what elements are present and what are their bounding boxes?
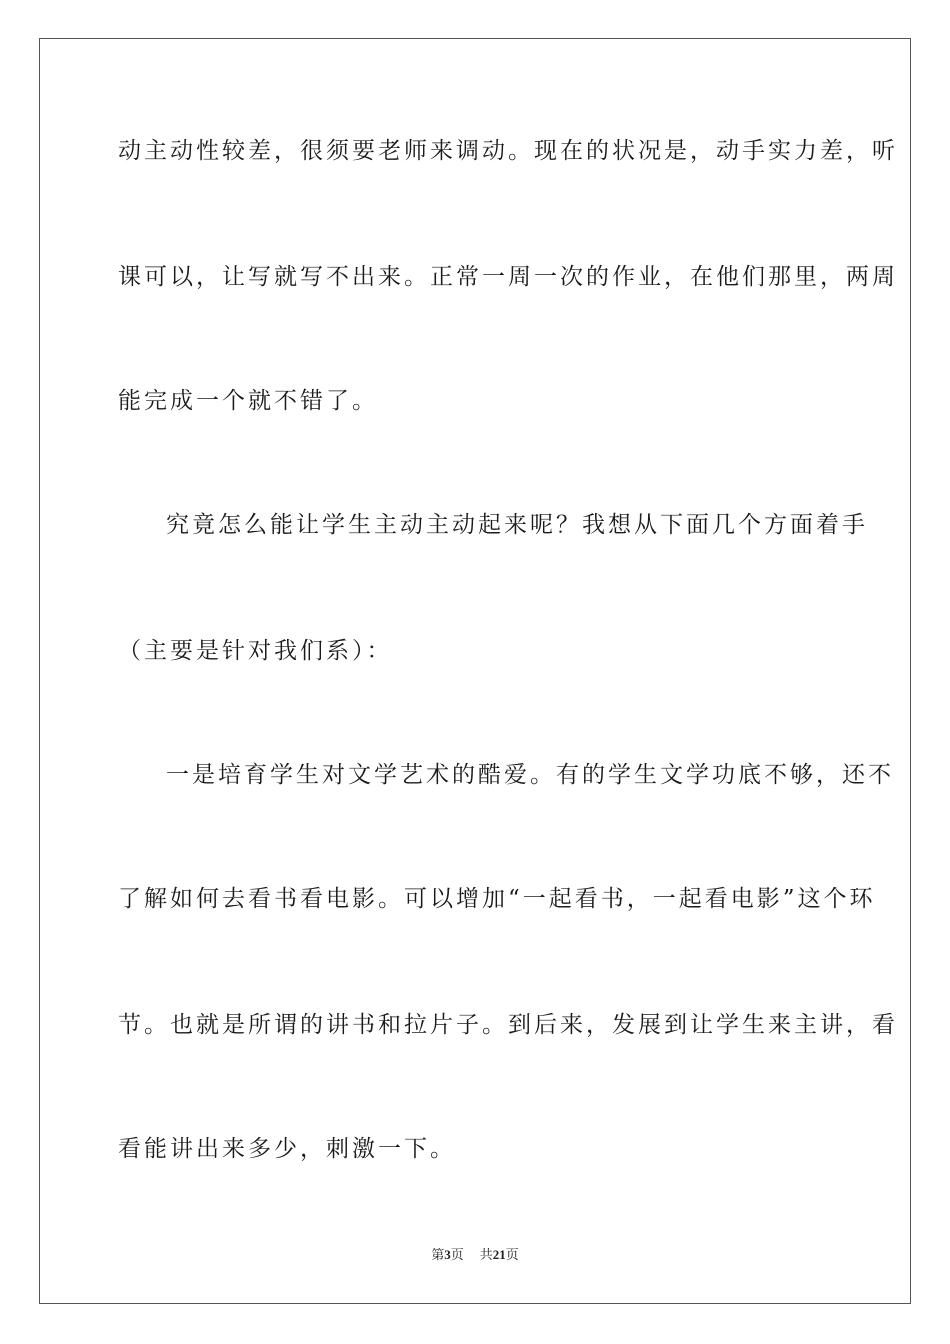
paragraph-line: 课可以，让写就写不出来。正常一周一次的作业，在他们那里，两周	[118, 264, 898, 290]
total-pages-prefix: 共	[479, 1247, 493, 1262]
paragraph-line: 看能讲出来多少，刺激一下。	[118, 1136, 456, 1162]
paragraph-line: 究竟怎么能让学生主动主动起来呢？我想从下面几个方面着手	[166, 512, 868, 538]
total-pages: 21	[492, 1247, 506, 1262]
page-number: 3	[444, 1247, 451, 1262]
page-number-suffix: 页	[450, 1247, 464, 1262]
paragraph-line: 了解如何去看书看电影。可以增加“一起看书，一起看电影”这个环	[118, 886, 876, 912]
paragraph-line: 能完成一个就不错了。	[118, 388, 378, 414]
paragraph-line: （主要是针对我们系）：	[118, 638, 393, 664]
paragraph-line: 动主动性较差，很须要老师来调动。现在的状况是，动手实力差，听	[118, 138, 898, 164]
page-number-prefix: 第	[431, 1247, 445, 1262]
page-footer	[0, 1246, 950, 1264]
total-pages-suffix: 页	[505, 1247, 519, 1262]
paragraph-line: 节。也就是所谓的讲书和拉片子。到后来，发展到让学生来主讲，看	[118, 1012, 898, 1038]
paragraph-line: 一是培育学生对文学艺术的酷爱。有的学生文学功底不够，还不	[166, 762, 894, 788]
page-border	[39, 38, 911, 1304]
